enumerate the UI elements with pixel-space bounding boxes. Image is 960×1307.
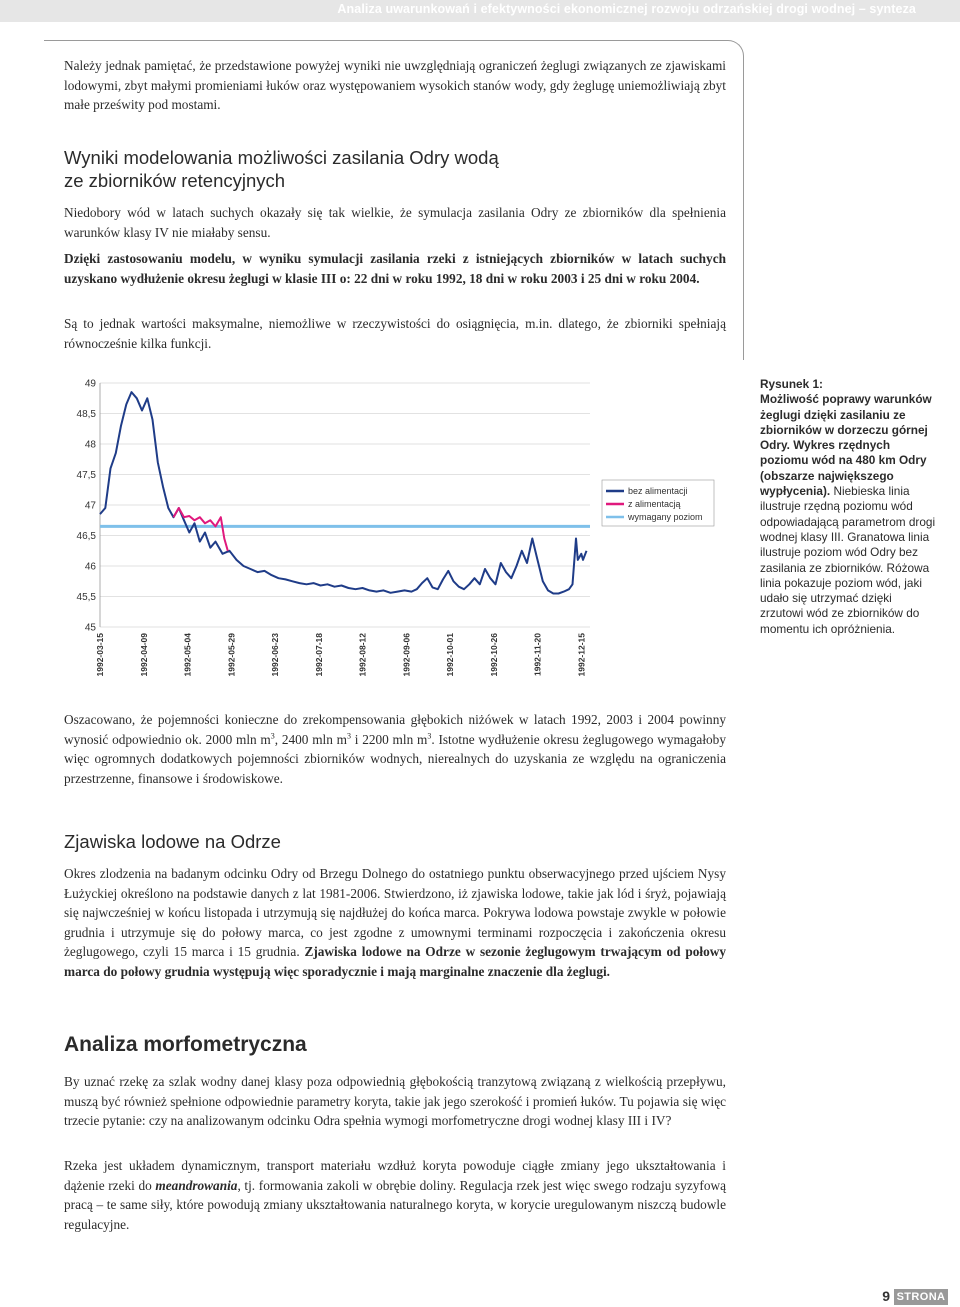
y-tick-label: 47 <box>84 500 96 512</box>
water-level-chart <box>58 368 738 698</box>
y-tick-label: 47,5 <box>76 470 96 481</box>
y-tick-label: 48 <box>84 439 96 451</box>
x-tick-label: 1992-04-09 <box>138 633 149 677</box>
ice-text: Okres zlodzenia na badanym odcinku Odry od Brzegu Dolnego do ostatniego punktu obserwacyjnego przed ujściem Nysy Łużyckiej określono na podstawie danych z lat 1981-2006. Stwierdzono, iż zjawiska lodowe, takie jak lód i śryż, pojawiają się najwcześniej w końcu listopada i utrzymują się najdłużej do końca marca. Pokrywa lodowa powstaje zwykle w połowie grudnia i utrzymuje się do połowy marca, co jest zgodne z umownymi terminami rozpoczęcia i zakończenia okresu żeglugowego, czyli 15 marca i 15 grudnia. <box>64 866 726 960</box>
y-tick-label: 45 <box>84 622 96 634</box>
x-tick-label: 1992-06-23 <box>270 633 280 677</box>
heading-line-2: ze zbiorników retencyjnych <box>64 170 286 191</box>
capacity-paragraph: Oszacowano, że pojemności konieczne do zrekompensowania głębokich niżówek w latach 1992, 2003 i 2004 powinny wynosić odpowiednio ok. 2000 mln $m^3$, 2400 mln $m^3$ i 2200 mln $m^3$. Istotne wydłużenie okresu żeglugowego wymagałoby więc ogromnych dodatkowych pojemności zbiorników wodnych, nierealnych do uzyskania ze względu na ograniczenia przestrzenne, finansowe i środowiskowe. <box>64 712 726 786</box>
chart-grid <box>100 383 590 627</box>
morpho-paragraph-2: Rzeka jest układem dynamicznym, transport materiału wzdłuż koryta powoduje ciągłe zmiany jego ukształtowania i dążenie rzeki do meandrowania, tj. formowania zakoli w obrębie doliny. Regulacja rzek jest więc swego rodzaju syzyfową pracą – te same siły, które powodują zmiany ukształtowania naturalnego koryta, w korycie uregulowanym niszczą budowle regulacyjne. <box>64 1158 726 1232</box>
max-values-paragraph: Są to jednak wartości maksymalne, niemożliwe w rzeczywistości do osiągnięcia, m.in. dlatego, że zbiorniki spełniają równocześnie kilka funkcji. <box>64 316 726 351</box>
caption-description: Niebieska linia ilustruje rzędną poziomu wód odpowiadającą parametrom drogi wodnej klasy III. Granatowa linia ilustruje poziom wód Odry bez zasilania ze zbiorników. Różowa linia pokazuje poziom wód, jaki udało się utrzymać dzięki zrzutowi wód ze zbiorników do momentu ich opróżnienia. <box>760 484 936 636</box>
x-tick-label: 1992-07-18 <box>313 633 324 677</box>
page-number: 9 <box>882 1288 890 1304</box>
y-tick-label: 46 <box>84 561 96 573</box>
chart-legend <box>602 480 714 526</box>
x-tick-label: 1992-12-15 <box>576 633 587 677</box>
figure-caption <box>760 377 938 637</box>
morpho-paragraph-1: By uznać rzekę za szlak wodny danej klasy poza odpowiednią głębokością tranzytową związaną z wielkością przepływu, muszą być również spełnione odpowiednie parametry koryta, takie jak jego szerokość i promień łuków. Tu pojawia się więc trzecie pytanie: czy na analizowanym odcinku Odra spełnia wymogi morfometryczne drogi wodnej klasy III i IV? <box>64 1074 726 1129</box>
deficit-paragraph: Niedobory wód w latach suchych okazały się tak wielkie, że symulacja zasilania Odry ze zbiorników dla spełnienia warunków klasy IV nie miałaby sensu. <box>64 205 726 240</box>
ice-paragraph <box>64 864 726 982</box>
y-tick-label: 48,5 <box>76 409 96 420</box>
section-heading-morphometric: Analiza morfometryczna <box>64 1033 307 1056</box>
x-tick-label: 1992-05-29 <box>226 633 237 677</box>
intro-paragraph: Należy jednak pamiętać, że przedstawione powyżej wyniki nie uwzględniają ograniczeń żeglugi związanych ze zjawiskami lodowymi, zbyt małymi promieniami łuków oraz występowaniem wysokich stanów wody, gdy żeglugę uniemożliwiają zbyt małe prześwity pod mostami. <box>64 58 726 113</box>
x-tick-label: 1992-08-12 <box>357 633 368 677</box>
x-tick-label: 1992-11-20 <box>532 633 543 677</box>
section-heading-ice: Zjawiska lodowe na Odrze <box>64 831 281 852</box>
chart-svg <box>58 368 738 698</box>
section-heading-reservoirs <box>64 146 499 192</box>
y-tick-label: 49 <box>84 378 96 390</box>
simulation-result-paragraph: Dzięki zastosowaniu modelu, w wyniku symulacji zasilania rzeki z istniejących zbiorników w latach suchych uzyskano wydłużenie okresu żeglugi w klasie III o: 22 dni w roku 1992, 18 dni w roku 2003 i 25 dni w roku 2004. <box>64 251 726 286</box>
legend-label: z alimentacją <box>628 499 681 509</box>
x-tick-label: 1992-10-26 <box>488 633 499 677</box>
page-label: STRONA <box>894 1289 948 1305</box>
y-tick-label: 45,5 <box>76 592 96 603</box>
legend-label: bez alimentacji <box>628 486 688 496</box>
legend-label: wymagany poziom <box>628 512 703 522</box>
heading-line-1: Wyniki modelowania możliwości zasilania Odry wodą <box>64 147 499 168</box>
x-tick-label: 1992-05-04 <box>182 633 193 677</box>
caption-label: Rysunek 1: <box>760 377 823 391</box>
series-line-1 <box>174 508 228 551</box>
y-tick-label: 46,5 <box>76 531 96 542</box>
x-tick-label: 1992-10-01 <box>445 633 455 677</box>
x-tick-label: 1992-03-15 <box>95 633 105 677</box>
running-header-title: Analiza uwarunkowań i efektywności ekonomicznej rozwoju odrzańskiej drogi wodnej – synteza <box>337 2 916 16</box>
y-tick-labels <box>77 379 97 634</box>
caption-bold-text: Możliwość poprawy warunków żeglugi dzięki zasilaniu ze zbiorników w dorzeczu górnej Odry. Wykres rzędnych poziomu wód na 480 km Odry (obszarze największego wypłycenia). <box>760 392 932 499</box>
x-tick-label: 1992-09-06 <box>401 633 412 677</box>
ice-conclusion: Zjawiska lodowe na Odrze w sezonie żeglugowym trwającym od połowy marca do połowy grudnia występują więc sporadycznie i mają marginalne znaczenie dla żeglugi. <box>64 944 726 979</box>
x-tick-labels <box>95 633 586 677</box>
series-line-0 <box>100 392 587 593</box>
chart-series <box>100 392 590 593</box>
